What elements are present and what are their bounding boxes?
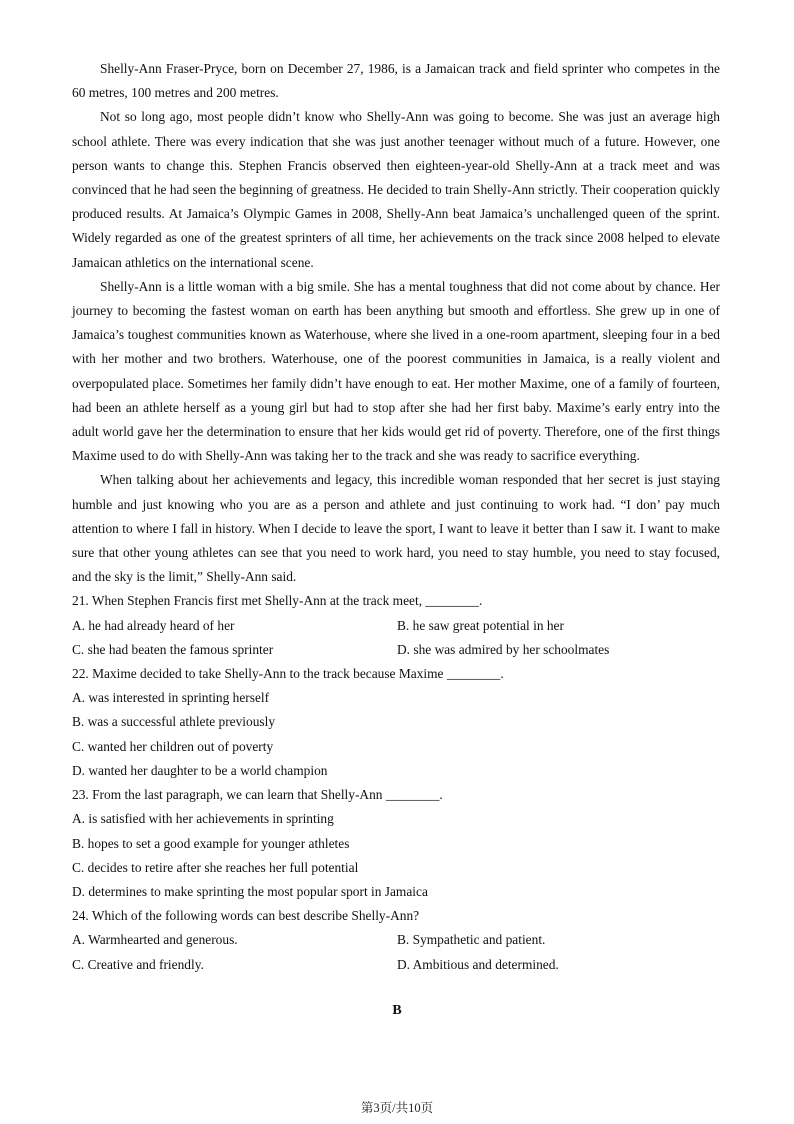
question-21-stem: 21. When Stephen Francis first met Shelly-Ann at the track meet, ________.	[72, 593, 483, 609]
question-21-options-row-2	[72, 638, 720, 662]
question-23-stem: 23. From the last paragraph, we can learn that Shelly-Ann ________.	[72, 787, 443, 803]
question-24-option-b: B. Sympathetic and patient.	[397, 932, 546, 948]
question-21-option-b: B. he saw great potential in her	[397, 617, 564, 633]
question-22-option-b: B. was a successful athlete previously	[72, 714, 276, 730]
question-21-option-c: C. she had beaten the famous sprinter	[72, 641, 274, 657]
question-24-option-d: D. Ambitious and determined.	[397, 956, 559, 972]
question-22-option-d: D. wanted her daughter to be a world champion	[72, 762, 328, 778]
question-23	[72, 783, 720, 904]
question-22-option-a: A. was interested in sprinting herself	[72, 690, 270, 706]
page-footer: 第3页/共10页	[360, 1101, 434, 1115]
question-21-option-a: A. he had already heard of her	[72, 617, 235, 633]
question-22	[72, 662, 720, 783]
question-24	[72, 904, 720, 977]
passage-paragraph-2: Not so long ago, most people didn’t know who Shelly-Ann was going to become. She was just an average high school athlete. There was every indication that she was just another teenager without much of a future. However, one person wants to change this. Stephen Francis observed then eighteen-year-old Shelly-Ann at a track meet and was convinced that he had seen the beginning of greatness. He decided to train Shelly-Ann strictly. Their cooperation quickly produced results. At Jamaica’s Olympic Games in 2008, Shelly-Ann beat Jamaica’s unchallenged queen of the sprint. Widely regarded as one of the greatest sprinters of all time, her achievements on the track since 2008 helped to elevate Jamaican athletics on the international scene.	[72, 109, 720, 270]
question-24-option-a: A. Warmhearted and generous.	[72, 932, 238, 948]
question-23-option-c: C. decides to retire after she reaches her full potential	[72, 859, 359, 875]
question-23-option-d: D. determines to make sprinting the most popular sport in Jamaica	[72, 883, 428, 899]
question-24-stem: 24. Which of the following words can best describe Shelly-Ann?	[72, 908, 420, 924]
question-21-options-row-1	[72, 614, 720, 638]
question-21	[72, 589, 720, 662]
passage-paragraph-1: Shelly-Ann Fraser-Pryce, born on December 27, 1986, is a Jamaican track and field sprinter who competes in the 60 metres, 100 metres and 200 metres.	[72, 61, 720, 101]
section-label: B	[392, 1003, 402, 1018]
question-24-options-row-2	[72, 953, 720, 977]
passage-paragraph-3: Shelly-Ann is a little woman with a big smile. She has a mental toughness that did not come about by chance. Her journey to becoming the fastest woman on earth has been anything but smooth and effortless. She grew up in one of Jamaica’s toughest communities known as Waterhouse, where she lived in a one-room apartment, sleeping four in a bed with her mother and two brothers. Waterhouse, one of the poorest communities in Jamaica, is a really violent and overpopulated place. Sometimes her family didn’t have enough to eat. Her mother Maxime, one of a family of fourteen, had been an athlete herself as a young girl but had to stop after she had her first baby. Maxime’s early entry into the adult world gave her the determination to ensure that her kids would get rid of poverty. Therefore, one of the first things Maxime used to do with Shelly-Ann was taking her to the track and she was ready to sacrifice everything.	[72, 278, 720, 464]
question-23-option-b: B. hopes to set a good example for younger athletes	[72, 835, 350, 851]
question-24-option-c: C. Creative and friendly.	[72, 956, 204, 972]
question-21-option-d: D. she was admired by her schoolmates	[397, 641, 610, 657]
question-22-option-c: C. wanted her children out of poverty	[72, 738, 274, 754]
question-23-option-a: A. is satisfied with her achievements in sprinting	[72, 811, 334, 827]
document-body	[72, 57, 720, 977]
passage-paragraph-4: When talking about her achievements and legacy, this incredible woman responded that her secret is just staying humble and just knowing who you are as a person and athlete and just continuing to work had. “I don’ pay much attention to where I fall in history. When I decide to leave the sport, I want to leave it better than I saw it. I want to make sure that other young athletes can see that you need to work hard, you need to stay humble, you need to stay focused, and the sky is the limit,” Shelly-Ann said.	[72, 472, 720, 585]
question-24-options-row-1	[72, 928, 720, 952]
question-22-stem: 22. Maxime decided to take Shelly-Ann to the track because Maxime ________.	[72, 666, 504, 682]
